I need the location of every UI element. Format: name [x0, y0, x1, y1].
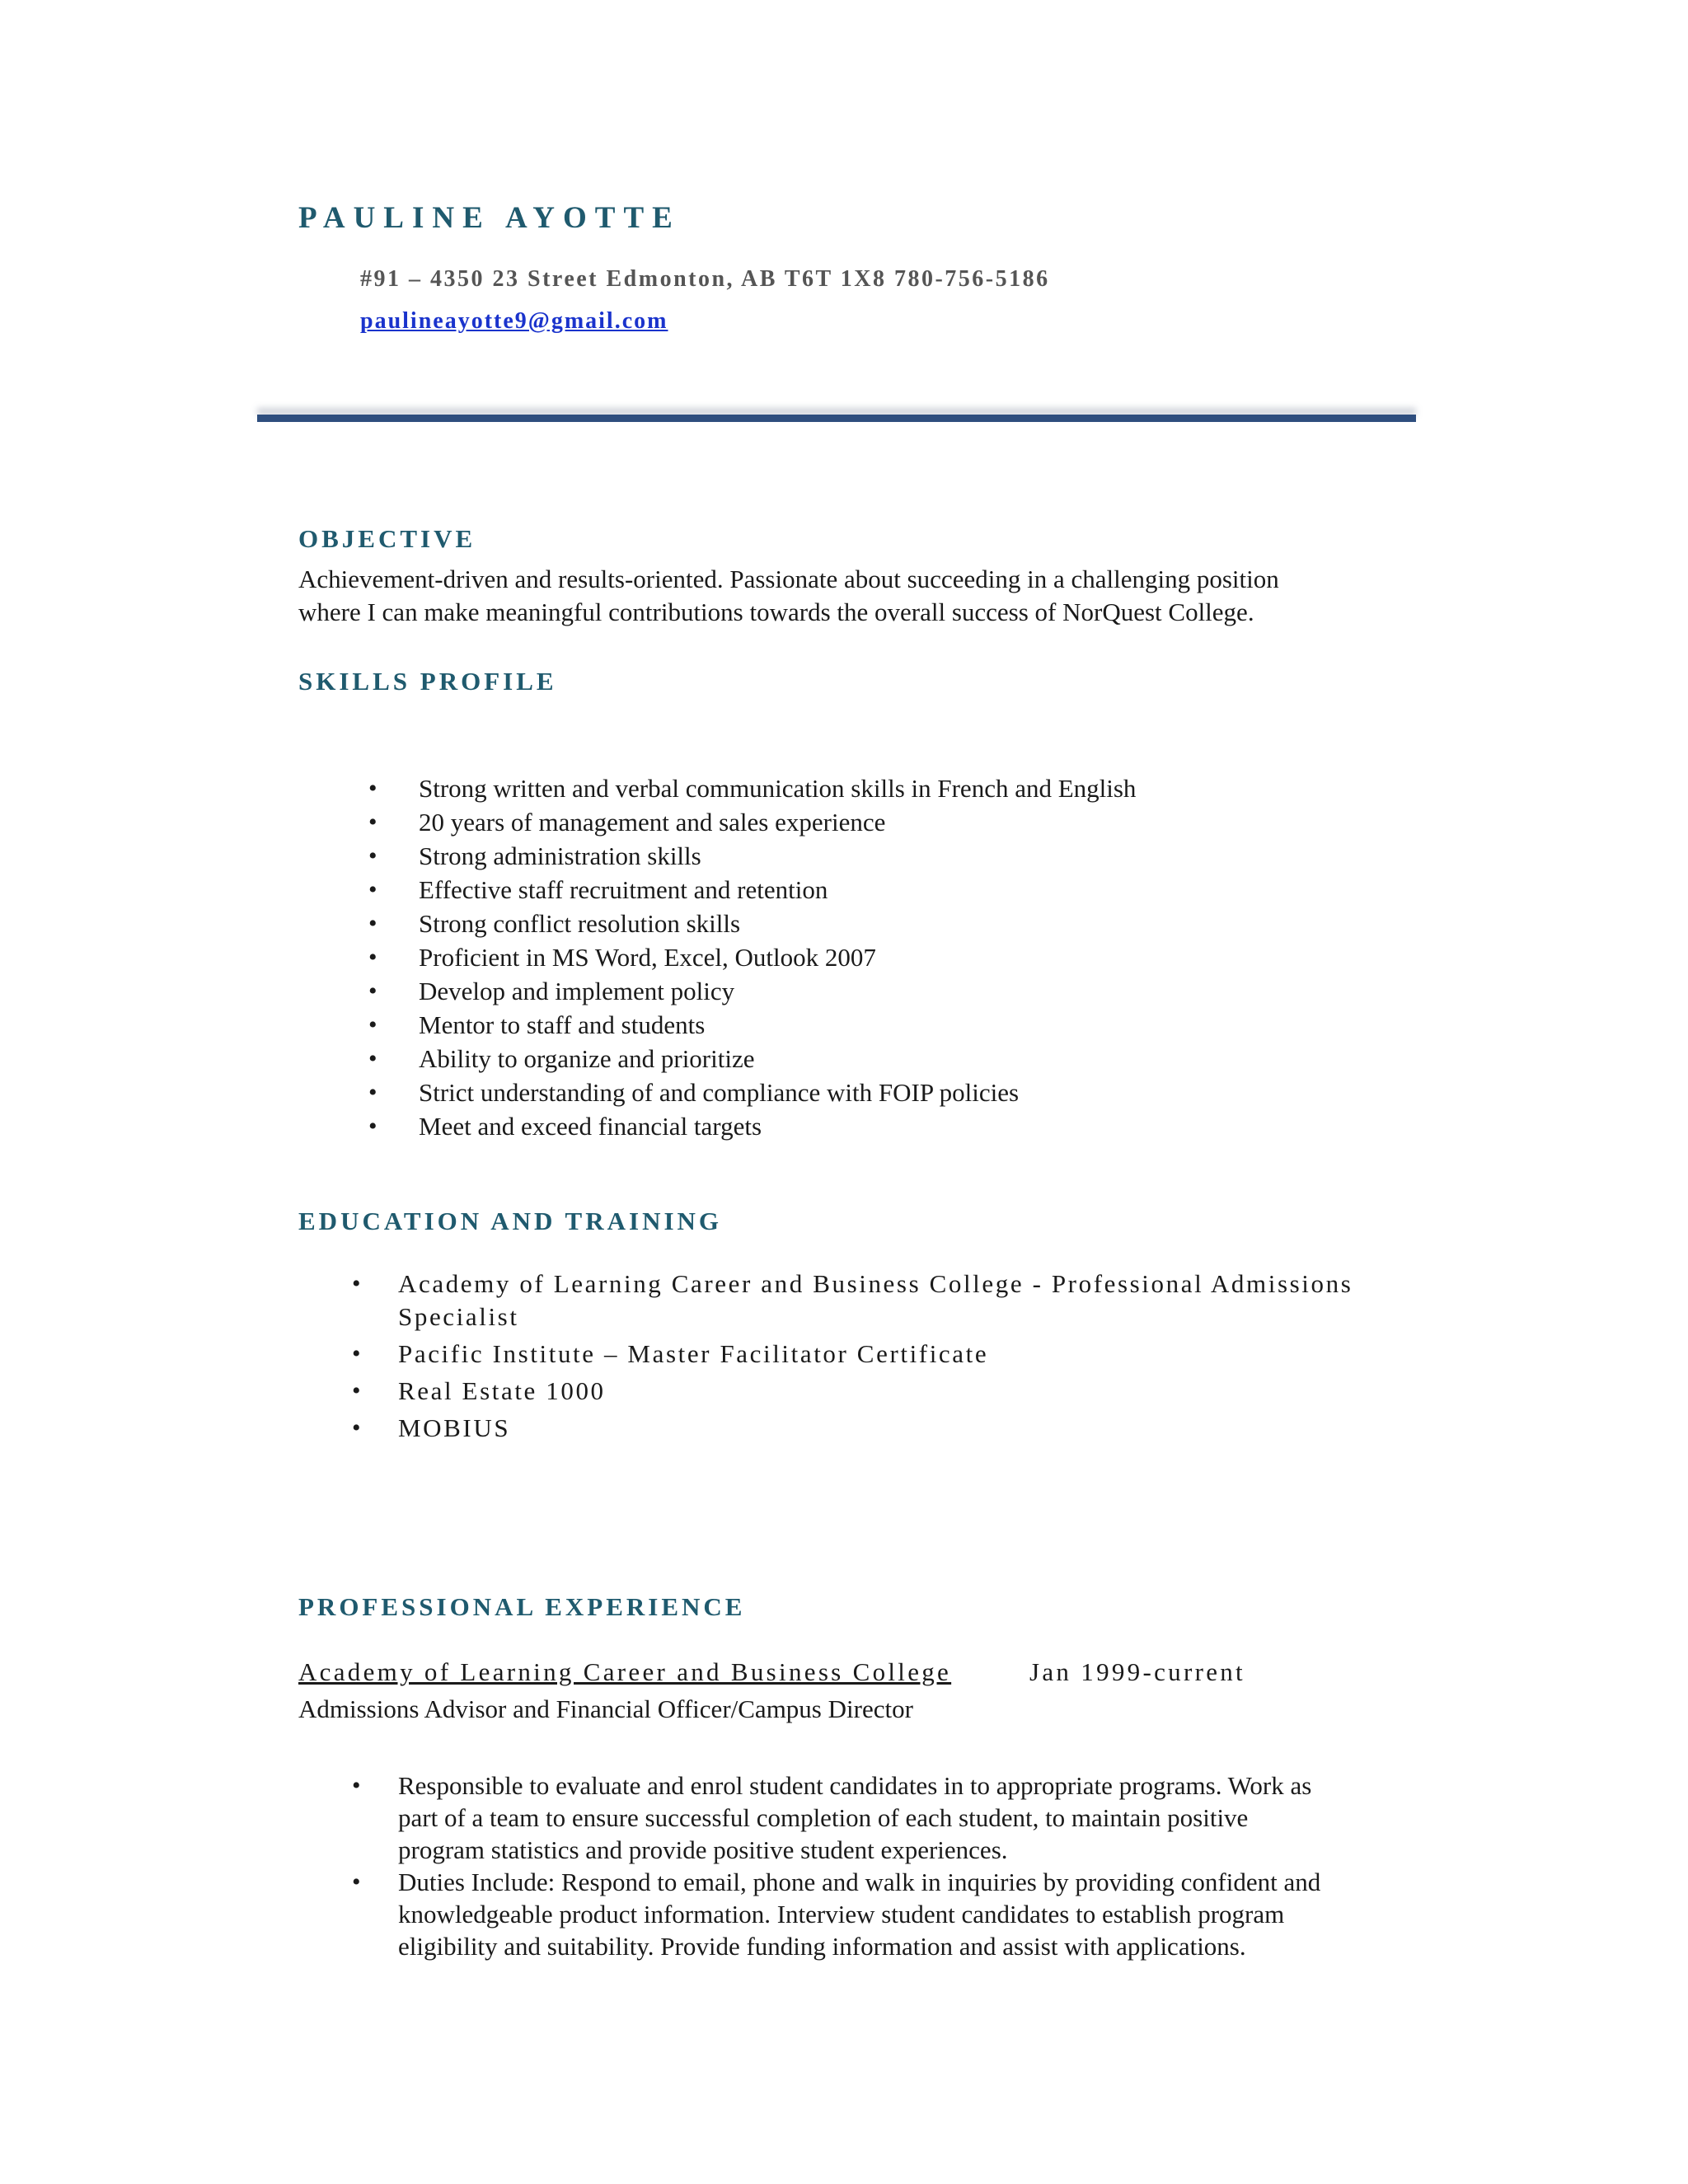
experience-heading: PROFESSIONAL EXPERIENCE — [298, 1592, 746, 1621]
employer-name: Academy of Learning Career and Business College — [298, 1657, 952, 1686]
skill-item: • 20 years of management and sales experience — [419, 805, 1136, 839]
bullet-icon: • — [352, 1340, 361, 1367]
bullet-icon: • — [368, 1113, 377, 1140]
objective-heading: OBJECTIVE — [298, 524, 476, 553]
duties-list — [352, 1769, 1321, 1962]
skill-item: • Strong administration skills — [419, 839, 1136, 873]
email-link[interactable]: paulineayotte9@gmail.com — [360, 308, 668, 334]
bullet-icon: • — [368, 1011, 377, 1038]
job-title: Admissions Advisor and Financial Officer/Campus Director — [298, 1694, 913, 1723]
education-item: • Pacific Institute – Master Facilitator Certificate — [398, 1338, 1420, 1371]
objective-line: where I can make meaningful contributions towards the overall success of NorQuest College. — [298, 598, 1254, 626]
duty-line: part of a team to ensure successful completion of each student, to maintain positive — [398, 1803, 1249, 1832]
skill-item: • Proficient in MS Word, Excel, Outlook 2007 — [419, 940, 1136, 974]
duty-item — [352, 1866, 1321, 1962]
education-heading: EDUCATION AND TRAINING — [298, 1207, 723, 1235]
skill-item: • Develop and implement policy — [419, 974, 1136, 1008]
candidate-name: PAULINE AYOTTE — [298, 201, 681, 235]
skill-item: • Strict understanding of and compliance with FOIP policies — [419, 1076, 1136, 1109]
bullet-icon: • — [368, 808, 377, 836]
bullet-icon: • — [352, 1377, 361, 1404]
bullet-icon: • — [368, 876, 377, 903]
education-item: • Real Estate 1000 — [398, 1375, 1420, 1408]
duty-line: Responsible to evaluate and enrol student candidates in to appropriate programs. Work as — [398, 1771, 1312, 1800]
education-item: • MOBIUS — [398, 1412, 1420, 1445]
bullet-icon: • — [368, 944, 377, 971]
duty-line: Duties Include: Respond to email, phone and walk in inquiries by providing confident and — [398, 1868, 1321, 1896]
skill-item: • Meet and exceed financial targets — [419, 1109, 1136, 1143]
employment-dates: Jan 1999-current — [1029, 1657, 1245, 1686]
skill-item: • Effective staff recruitment and retention — [419, 873, 1136, 907]
bullet-icon: • — [352, 1414, 361, 1441]
skills-list — [368, 771, 1137, 1143]
skill-item: • Strong conflict resolution skills — [419, 907, 1136, 940]
bullet-icon: • — [368, 775, 377, 802]
skill-item: • Strong written and verbal communication skills in French and English — [419, 771, 1136, 805]
skills-heading: SKILLS PROFILE — [298, 667, 557, 696]
duty-item — [352, 1769, 1320, 1866]
skill-item: • Ability to organize and prioritize — [419, 1042, 1136, 1076]
contact-address-phone: #91 – 4350 23 Street Edmonton, AB T6T 1X8 780-756-5186 — [360, 266, 1050, 292]
objective-text — [298, 563, 1436, 629]
skill-item: • Mentor to staff and students — [419, 1008, 1136, 1042]
duty-line: eligibility and suitability. Provide funding information and assist with applications. — [398, 1932, 1246, 1961]
bullet-icon: • — [368, 1045, 377, 1072]
bullet-icon: • — [368, 842, 377, 869]
bullet-icon: • — [352, 1772, 361, 1799]
duty-line: program statistics and provide positive student experiences. — [398, 1835, 1008, 1864]
bullet-icon: • — [368, 1079, 377, 1106]
education-list — [352, 1268, 1420, 1449]
bullet-icon: • — [368, 910, 377, 937]
header-divider — [257, 415, 1416, 422]
bullet-icon: • — [352, 1270, 361, 1297]
bullet-icon: • — [352, 1868, 361, 1896]
bullet-icon: • — [368, 977, 377, 1005]
duty-line: knowledgeable product information. Interview student candidates to establish program — [398, 1900, 1285, 1929]
objective-line: Achievement-driven and results-oriented. Passionate about succeeding in a challenging position — [298, 565, 1279, 593]
education-item: • Academy of Learning Career and Business College - Professional Admissions Specialist — [352, 1269, 1353, 1331]
